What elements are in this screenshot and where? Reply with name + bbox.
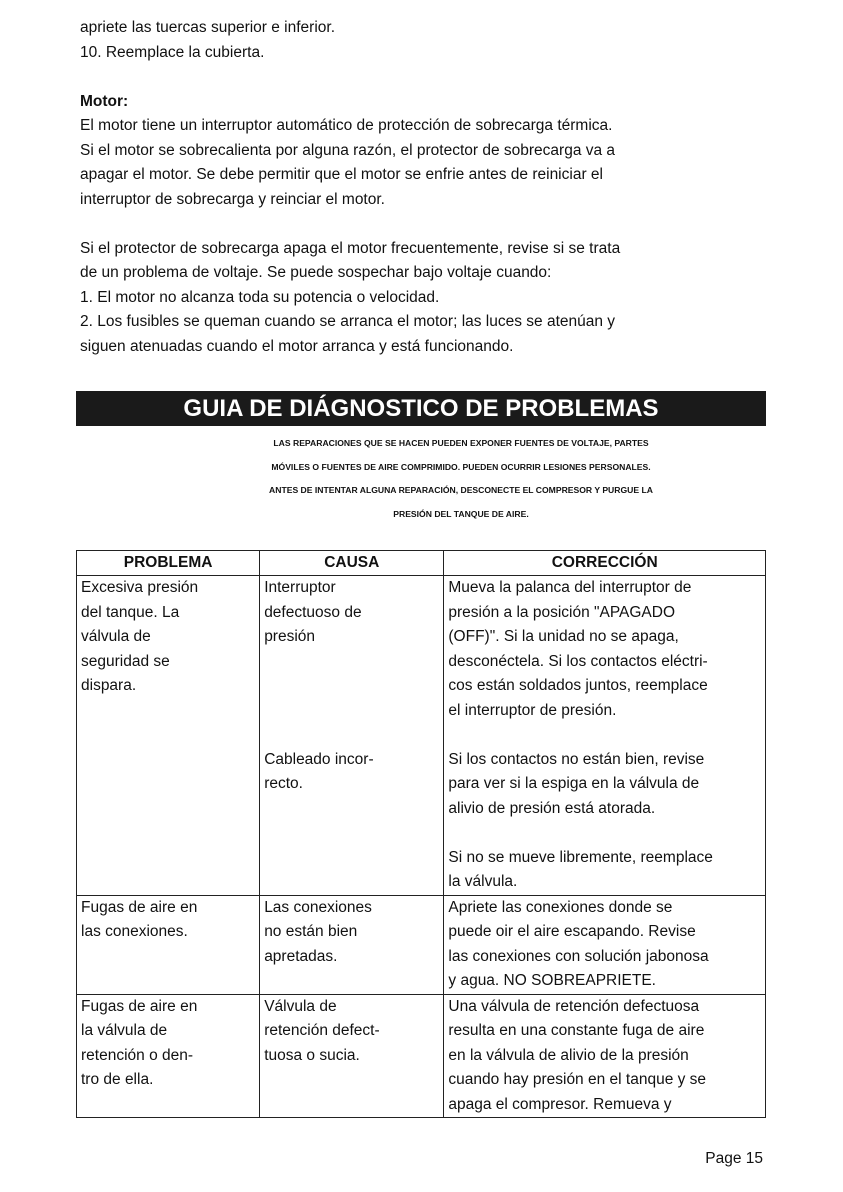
cell-line: Interruptor [264,579,336,596]
text-line: Si el motor se sobrecalienta por alguna razón, el protector de sobrecarga va a [80,141,616,159]
cell-line: la válvula de [81,1022,168,1039]
cell-line [264,723,443,748]
cell-line: válvula de [81,628,151,645]
page-number: Page 15 [705,1150,763,1167]
cell-line: retención defect- [264,1022,380,1039]
header-correction: CORRECCIÓN [444,551,766,576]
text-line: Si el protector de sobrecarga apaga el motor frecuentemente, revise si se trata [80,239,621,257]
cell-line: apaga el compresor. Remueva y [448,1095,672,1113]
cell-line: recto. [264,775,303,792]
header-problem: PROBLEMA [77,551,260,576]
cell-line: cuando hay presión en el tanque y se [448,1071,707,1088]
cell-line: Válvula de [264,997,337,1015]
table-row [77,576,766,896]
cell-line [264,650,443,675]
safety-warning [76,432,843,526]
cell-line: defectuoso de [264,603,362,621]
cell-line [448,723,765,748]
warning-line: PRESIÓN DEL TANQUE DE AIRE. [393,508,529,519]
cell-line: para ver si la espiga en la válvula de [448,775,700,792]
cell-line: resulta en una constante fuga de aire [448,1022,705,1039]
cell-line: cos están soldados juntos, reemplace [448,677,708,694]
text-line: 1. El motor no alcanza toda su potencia o velocidad. [80,288,440,306]
correction-cell [444,994,766,1118]
cause-cell [260,895,444,994]
cell-line: Si los contactos no están bien, revise [448,750,705,768]
cell-line: tro de ella. [81,1071,154,1088]
cell-line: Mueva la palanca del interruptor de [448,579,692,596]
header-cause: CAUSA [260,551,444,576]
cell-line: desconéctela. Si los contactos eléctri- [448,652,708,670]
cell-line: del tanque. La [81,603,180,621]
warning-line: LAS REPARACIONES QUE SE HACEN PUEDEN EXPONER FUENTES DE VOLTAJE, PARTES [273,438,649,448]
problem-cell [77,895,260,994]
table-header-row [77,551,766,576]
problem-cell [77,576,260,896]
cell-line: Una válvula de retención defectuosa [448,997,700,1015]
cell-line: no están bien [264,923,358,940]
cell-line: tuosa o sucia. [264,1046,360,1064]
cell-line: Apriete las conexiones donde se [448,898,673,916]
problem-cell [77,994,260,1118]
cell-line: en la válvula de alivio de la presión [448,1046,689,1064]
motor-heading: Motor: [80,92,129,110]
cell-line: presión a la posición "APAGADO [448,603,676,621]
cell-line: alivio de presión está atorada. [448,799,656,817]
text-line: 2. Los fusibles se queman cuando se arranca el motor; las luces se atenúan y [80,313,616,330]
cell-line: Excesiva presión [81,579,199,596]
cell-line: (OFF)". Si la unidad no se apaga, [448,628,679,645]
table-row [77,895,766,994]
cell-line: el interruptor de presión. [448,701,617,719]
cell-line: puede oir el aire escapando. Revise [448,923,696,940]
cause-cell [260,994,444,1118]
intro-text [80,16,770,359]
cell-line: retención o den- [81,1046,194,1064]
cell-line [264,674,443,699]
text-line: 10. Reemplace la cubierta. [80,43,265,61]
cell-line: las conexiones. [81,923,188,940]
text-line: interruptor de sobrecarga y reinciar el motor. [80,190,385,208]
cell-line: apretadas. [264,947,338,965]
cause-cell [260,576,444,896]
cell-line: Cableado incor- [264,750,374,768]
cell-line: Si no se mueve libremente, reemplace [448,848,713,866]
correction-cell [444,576,766,896]
cell-line: las conexiones con solución jabonosa [448,947,709,965]
section-title-banner: GUIA DE DIÁGNOSTICO DE PROBLEMAS [76,391,766,426]
warning-line: MÓVILES O FUENTES DE AIRE COMPRIMIDO. PUEDEN OCURRIR LESIONES PERSONALES. [271,461,651,472]
text-line: siguen atenuadas cuando el motor arranca y está funcionando. [80,337,514,355]
troubleshooting-table [76,550,766,1118]
text-line: apagar el motor. Se debe permitir que el motor se enfrie antes de reiniciar el [80,166,603,183]
cell-line: Fugas de aire en [81,997,198,1015]
cell-line: presión [264,628,316,645]
text-line: apriete las tuercas superior e inferior. [80,19,336,36]
table-row [77,994,766,1118]
warning-line: ANTES DE INTENTAR ALGUNA REPARACIÓN, DESCONECTE EL COMPRESOR Y PURGUE LA [269,485,653,495]
cell-line: la válvula. [448,873,518,890]
cell-line [448,821,765,846]
cell-line: Las conexiones [264,898,372,916]
cell-line: Fugas de aire en [81,898,198,916]
cell-line [264,699,443,724]
text-line: de un problema de voltaje. Se puede sospechar bajo voltaje cuando: [80,264,552,281]
correction-cell [444,895,766,994]
text-line: El motor tiene un interruptor automático de protección de sobrecarga térmica. [80,117,613,134]
cell-line: dispara. [81,677,137,694]
cell-line: seguridad se [81,652,170,670]
cell-line: y agua. NO SOBREAPRIETE. [448,972,656,989]
